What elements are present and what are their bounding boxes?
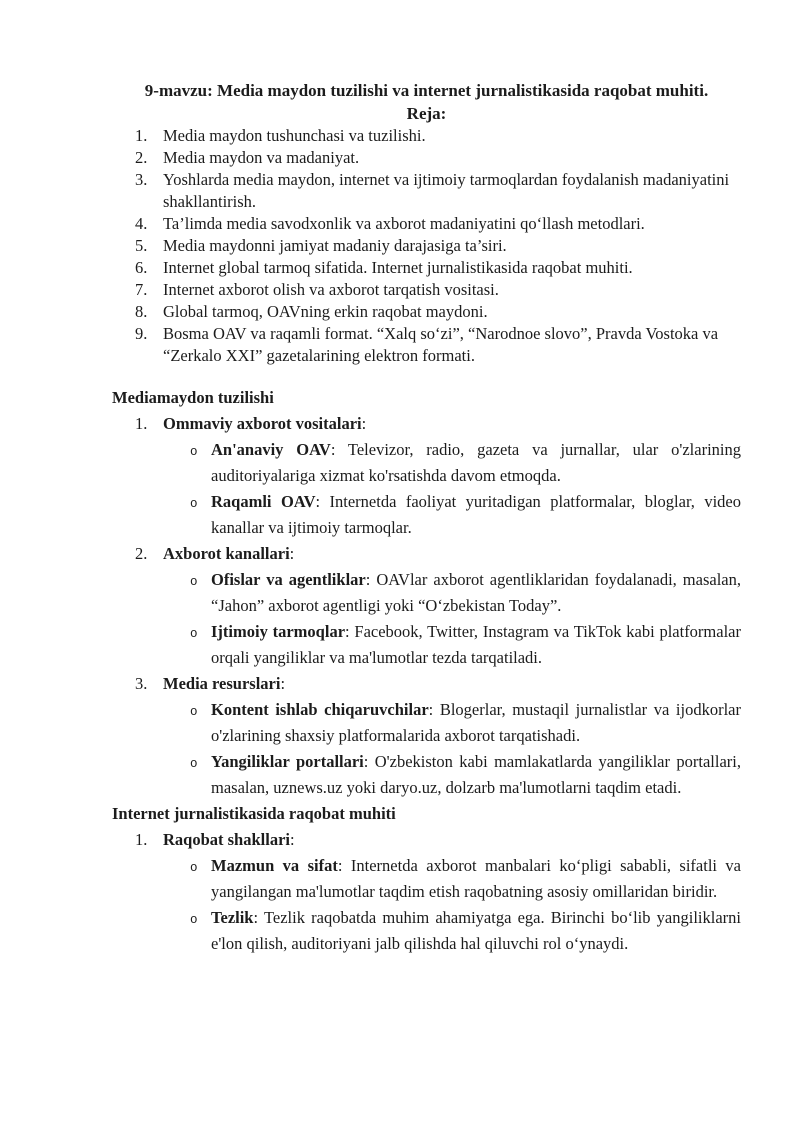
bullet-marker: o xyxy=(190,575,198,589)
bullet-marker: o xyxy=(190,627,198,641)
section-internet-jurnalistika xyxy=(112,801,741,957)
list-number-marker: 1. xyxy=(135,126,148,145)
list-item-text: Global tarmoq, OAVning erkin raqobat maydoni. xyxy=(163,302,488,321)
list-item-text: Media resurslari: xyxy=(163,674,286,693)
list-item-text: Ta’limda media savodxonlik va axborot madaniyatini qo‘llash metodlari. xyxy=(163,214,645,233)
list-item xyxy=(135,671,741,697)
list-number-marker: 3. xyxy=(135,674,148,693)
list-item xyxy=(135,541,741,567)
bullet-marker: o xyxy=(190,913,198,927)
list-item xyxy=(190,437,741,489)
list-item xyxy=(135,323,741,367)
list-item xyxy=(190,905,741,957)
list-item-text: Yangiliklar portallari: O'zbekiston kabi mamlakatlarda yangiliklar portallari, masalan, uznews.uz yoki daryo.uz, dolzarb ma'lumotlarni taqdim etadi. xyxy=(211,752,741,797)
list-item xyxy=(190,853,741,905)
list-item xyxy=(135,301,741,323)
list-number-marker: 6. xyxy=(135,258,148,277)
list-number-marker: 3. xyxy=(135,170,148,189)
list-item xyxy=(190,619,741,671)
list-item-text: Yoshlarda media maydon, internet va ijtimoiy tarmoqlardan foydalanish madaniyatini shakllantirish. xyxy=(163,170,730,211)
list-item-text: Internet global tarmoq sifatida. Internet jurnalistikasida raqobat muhiti. xyxy=(163,258,633,277)
bullet-marker: o xyxy=(190,861,198,875)
list-item-text: Axborot kanallari: xyxy=(163,544,295,563)
section-heading: Mediamaydon tuzilishi xyxy=(112,388,274,407)
bullet-marker: o xyxy=(190,757,198,771)
list-number-marker: 4. xyxy=(135,214,148,233)
list-item xyxy=(135,257,741,279)
list-item-text: Media maydon va madaniyat. xyxy=(163,148,360,167)
list-item-text: Internet axborot olish va axborot tarqatish vositasi. xyxy=(163,280,499,299)
plan-heading: Reja: xyxy=(406,104,447,123)
list-item-text: Raqamli OAV: Internetda faoliyat yuritadigan platformalar, bloglar, video kanallar va ijtimoiy tarmoqlar. xyxy=(211,492,741,537)
list-item xyxy=(135,279,741,301)
list-number-marker: 2. xyxy=(135,148,148,167)
list-item-text: An'anaviy OAV: Televizor, radio, gazeta va jurnallar, ular o'zlarining auditoriyalariga xizmat ko'rsatishda davom etmoqda. xyxy=(211,440,741,485)
list-item-text: Tezlik: Tezlik raqobatda muhim ahamiyatga ega. Birinchi bo‘lib yangiliklarni e'lon qilish, auditoriyani jalb qilishda hal qiluvchi rol o‘ynaydi. xyxy=(211,908,741,953)
section-heading: Internet jurnalistikasida raqobat muhiti xyxy=(112,804,396,823)
list-item xyxy=(190,489,741,541)
list-item-text: Bosma OAV va raqamli format. “Xalq so‘zi”, “Narodnoe slovo”, Pravda Vostoka va “Zerkalo XXI” gazetalarining elektron formati. xyxy=(163,324,719,365)
section-mediamaydon xyxy=(112,385,741,801)
list-number-marker: 5. xyxy=(135,236,148,255)
plan-list xyxy=(112,125,741,367)
list-item-text: Kontent ishlab chiqaruvchilar: Blogerlar, mustaqil jurnalistlar va ijodkorlar o'zlarining shaxsiy platformalarida axborot tarqatishadi. xyxy=(211,700,741,745)
list-item xyxy=(135,235,741,257)
page-title: 9-mavzu: Media maydon tuzilishi va internet jurnalistikasida raqobat muhiti. xyxy=(144,81,709,100)
list-item-text: Mazmun va sifat: Internetda axborot manbalari ko‘pligi sababli, sifatli va yangilangan ma'lumotlar taqdim etish raqobatning asosiy omillaridan biridir. xyxy=(211,856,741,901)
list-number-marker: 9. xyxy=(135,324,148,343)
list-item-text: Ommaviy axborot vositalari: xyxy=(163,414,367,433)
list-number-marker: 1. xyxy=(135,830,148,849)
list-item-text: Media maydon tushunchasi va tuzilishi. xyxy=(163,126,426,145)
list-item xyxy=(135,125,741,147)
bullet-marker: o xyxy=(190,445,198,459)
bullet-marker: o xyxy=(190,705,198,719)
list-item-text: Raqobat shakllari: xyxy=(163,830,295,849)
list-number-marker: 8. xyxy=(135,302,148,321)
list-item-text: Ijtimoiy tarmoqlar: Facebook, Twitter, Instagram va TikTok kabi platformalar orqali yangiliklar va ma'lumotlar tezda tarqatiladi. xyxy=(211,622,741,667)
list-item xyxy=(190,697,741,749)
list-item xyxy=(190,749,741,801)
list-item-text: Media maydonni jamiyat madaniy darajasiga ta’siri. xyxy=(163,236,507,255)
list-item xyxy=(135,147,741,169)
list-number-marker: 2. xyxy=(135,544,148,563)
list-item-text: Ofislar va agentliklar: OAVlar axborot agentliklaridan foydalanadi, masalan, “Jahon” axborot agentligi yoki “O‘zbekistan Today”. xyxy=(211,570,741,615)
list-item xyxy=(135,213,741,235)
list-item xyxy=(135,411,741,437)
bullet-marker: o xyxy=(190,497,198,511)
list-item xyxy=(190,567,741,619)
list-item xyxy=(135,169,741,213)
list-item xyxy=(135,827,741,853)
list-number-marker: 1. xyxy=(135,414,148,433)
list-number-marker: 7. xyxy=(135,280,148,299)
